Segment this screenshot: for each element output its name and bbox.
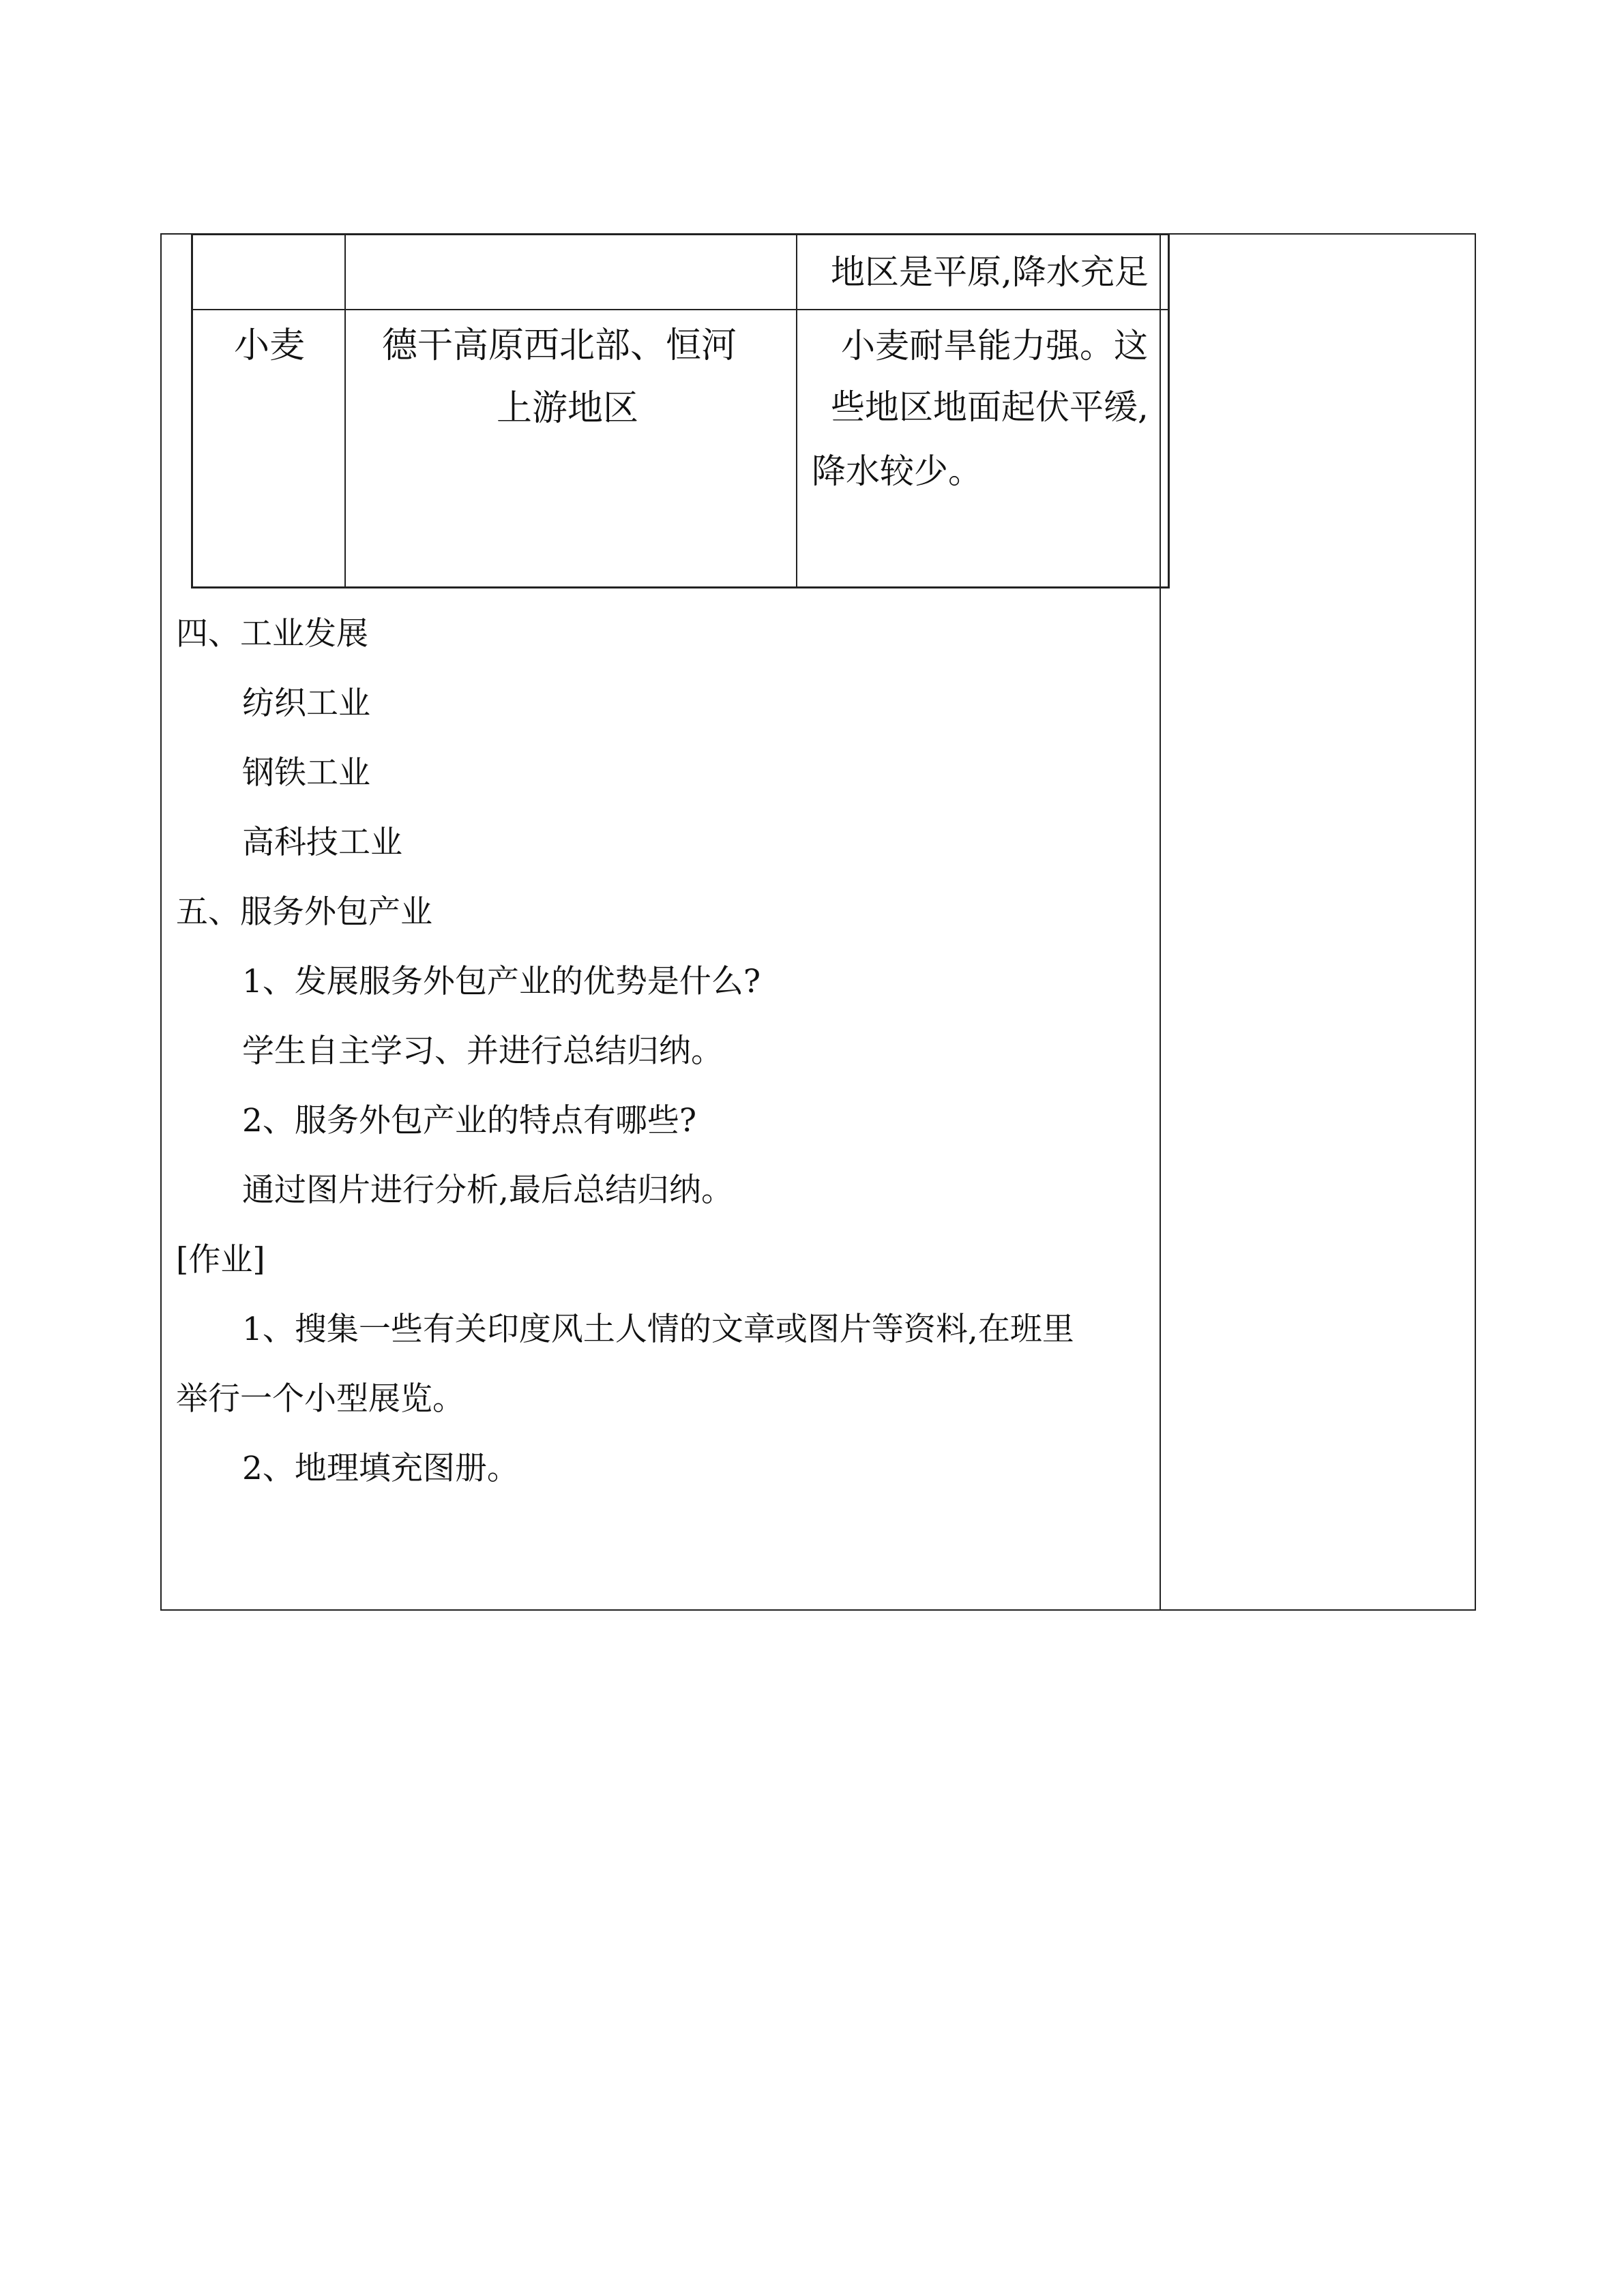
- section4-item-steel: 钢铁工业: [242, 754, 370, 792]
- section5-answer2: 通过图片进行分析,最后总结归纳。: [242, 1172, 733, 1209]
- homework-item2: 2、地理填充图册。: [242, 1450, 519, 1487]
- homework-item1-line1: 1、搜集一些有关印度风土人情的文章或图片等资料,在班里: [242, 1311, 1074, 1348]
- table-row2-region-line1: 德干高原西北部、恒河: [382, 325, 737, 366]
- table-row2-reason-line2: 些地区地面起伏平缓,: [831, 387, 1149, 427]
- table-row1-reason: 地区是平原,降水充足: [831, 252, 1149, 292]
- table-row2-reason-line3: 降水较少。: [812, 451, 982, 491]
- table-col-divider-1: [344, 235, 346, 586]
- section5-answer1: 学生自主学习、并进行总结归纳。: [242, 1032, 723, 1070]
- homework-item1-line2: 举行一个小型展览。: [176, 1380, 464, 1418]
- homework-heading: [作业]: [176, 1241, 265, 1279]
- table-row2-region-line2: 上游地区: [497, 388, 639, 429]
- section5-heading: 五、服务外包产业: [176, 893, 432, 931]
- section4-item-textile: 纺织工业: [242, 685, 370, 722]
- section4-item-hightech: 高科技工业: [242, 824, 402, 861]
- table-row2-reason-line1: 小麦耐旱能力强。这: [841, 326, 1148, 366]
- section4-heading: 四、工业发展: [176, 615, 368, 653]
- table-col-divider-2: [796, 235, 797, 586]
- crop-table: [191, 233, 1170, 588]
- section5-question2: 2、服务外包产业的特点有哪些?: [242, 1102, 697, 1139]
- table-row2-crop: 小麦: [234, 325, 306, 366]
- section5-question1: 1、发展服务外包产业的优势是什么?: [242, 963, 761, 1000]
